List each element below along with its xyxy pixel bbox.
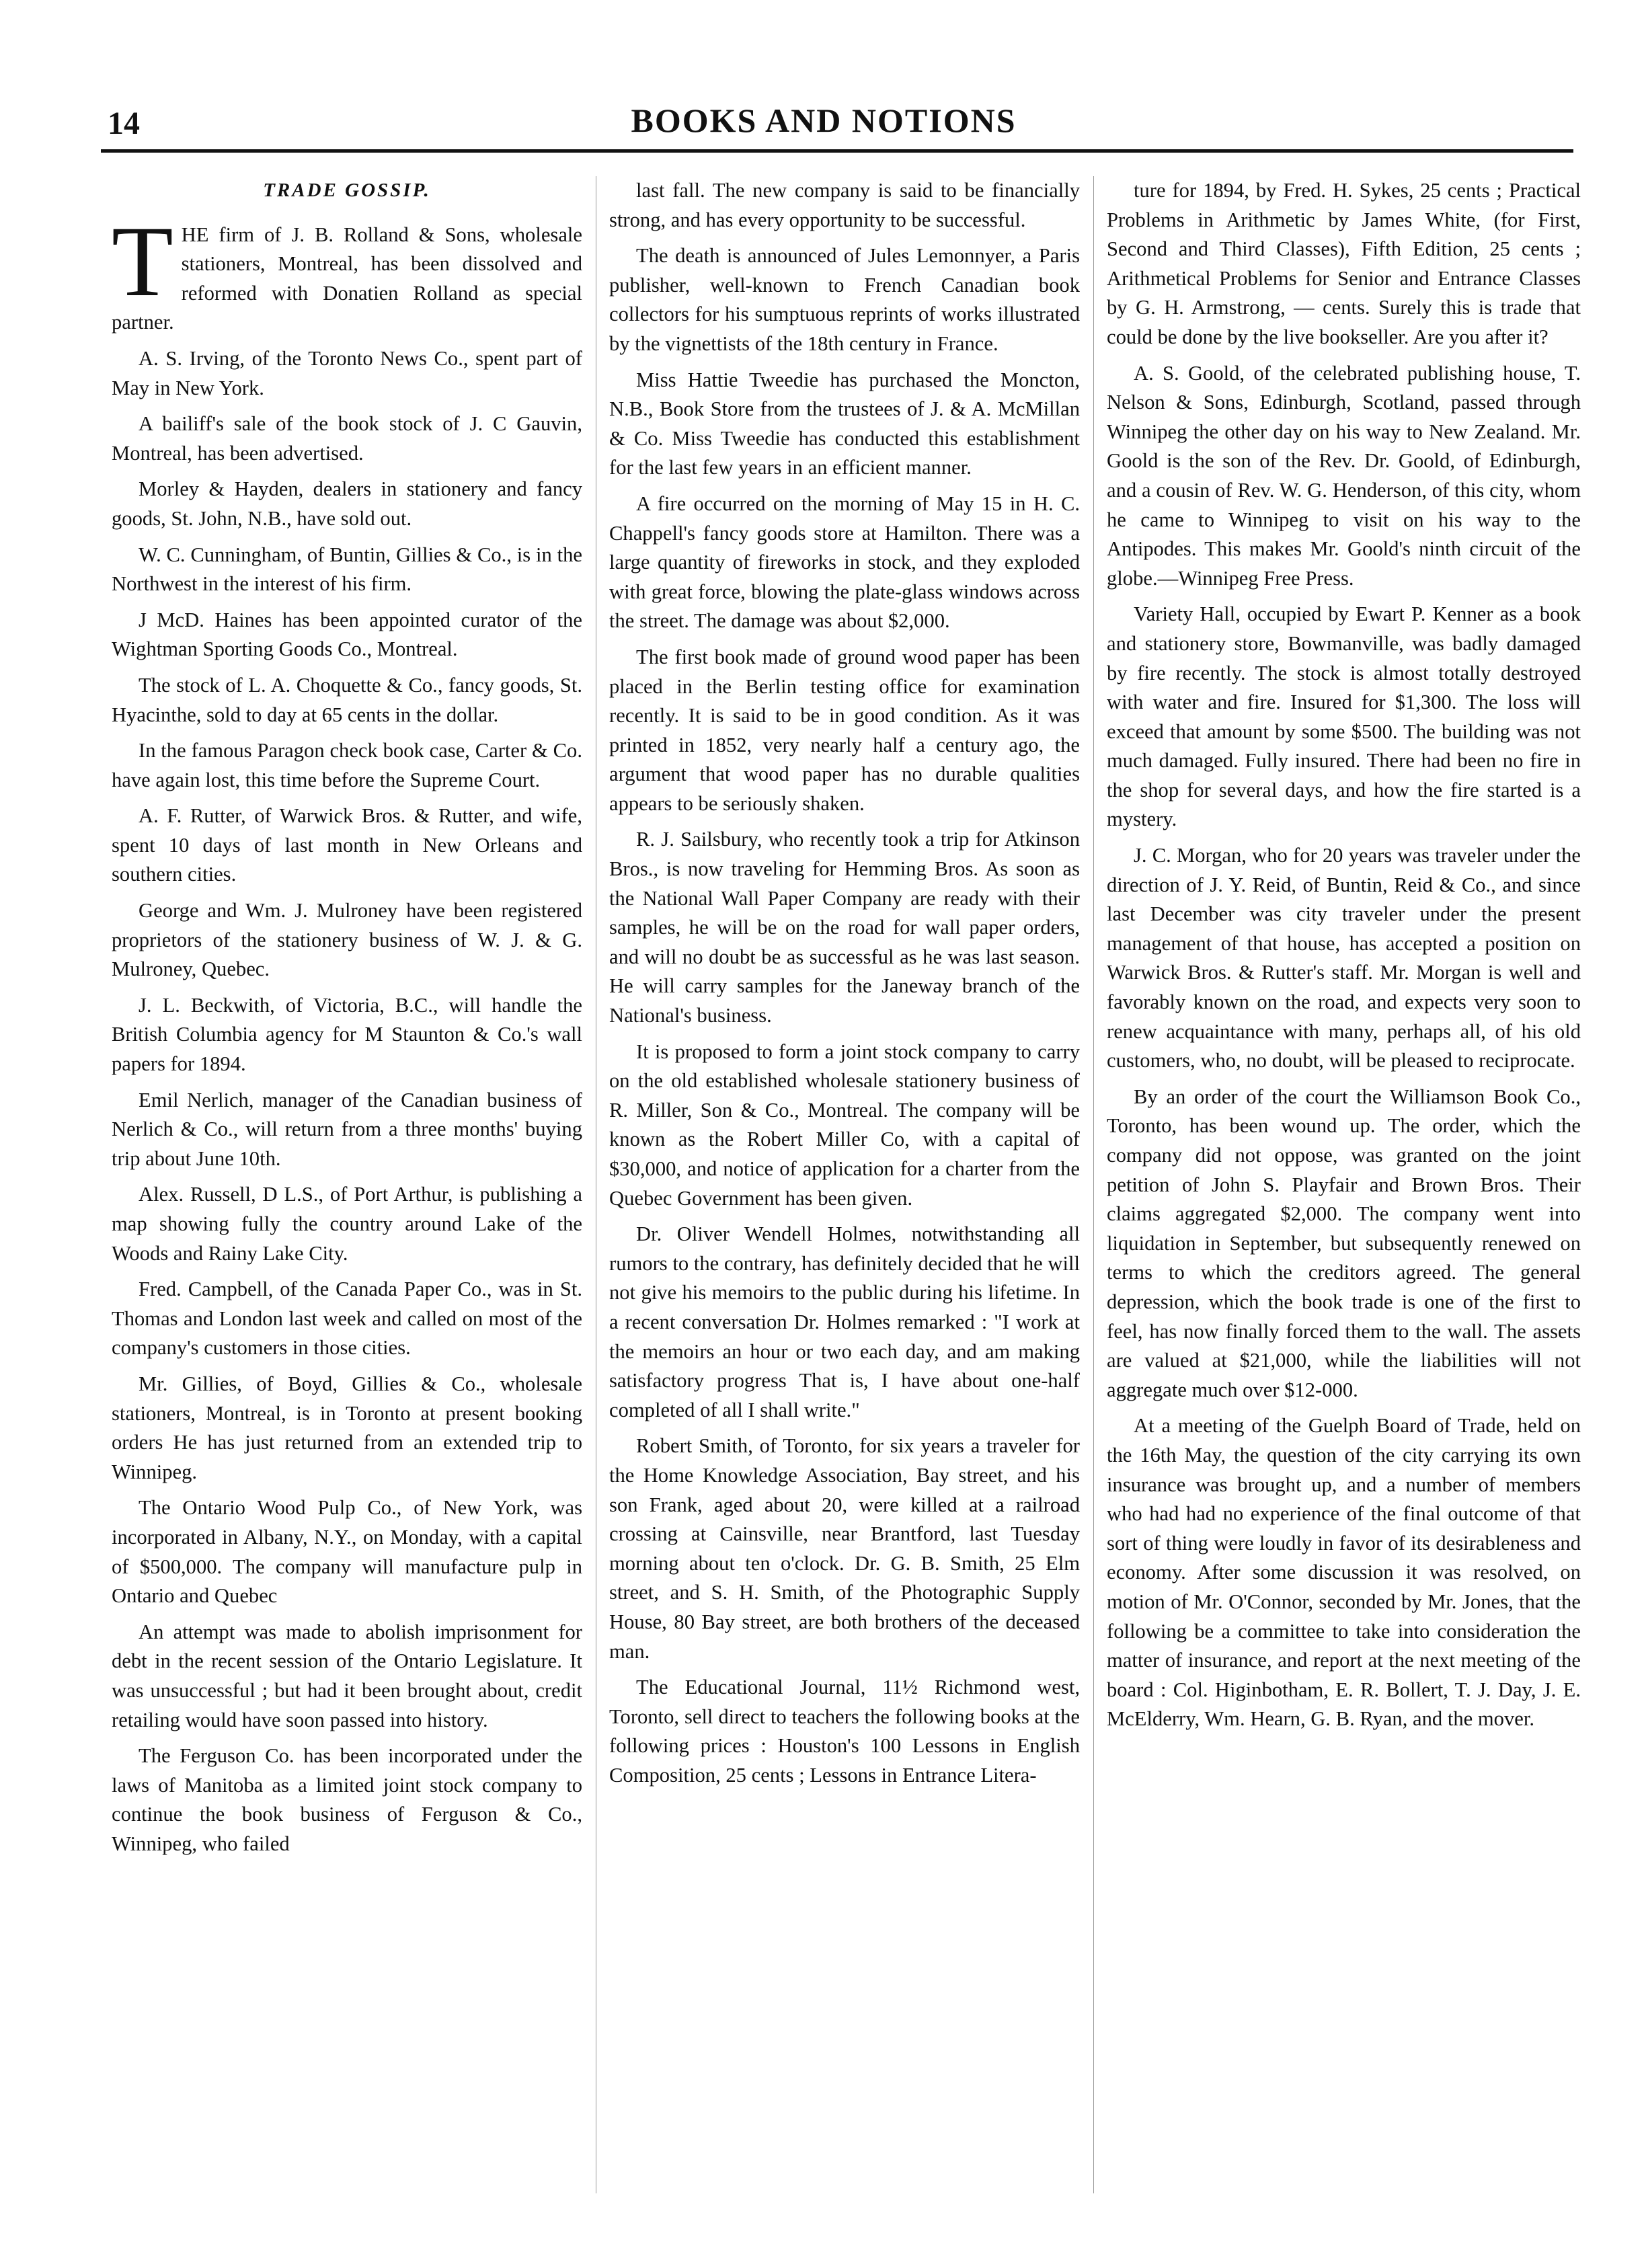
article-paragraph: ture for 1894, by Fred. H. Sykes, 25 cents ; Practical Problems in Arithmetic by James White, (for First, Second and Third Classes), Fifth Edition, 25 cents ; Arithmetical Problems for Senior and Entrance Classes by G. H. Armstrong, — cents. Surely this is trade that could be done by the live bookseller. Are you after it? (1107, 179, 1581, 348)
header-rule (101, 149, 1573, 153)
column-divider (1093, 176, 1094, 2193)
article-paragraph: The death is announced of Jules Lemonnyer, a Paris publisher, well-known to French Canadian book collectors for his sumptuous reprints of works illustrated by the vignettists of the 18th century in France. (609, 244, 1080, 355)
lead-text: HE firm of J. B. Rolland & Sons, wholesale stationers, Montreal, has been dissolved and reformed with Donatien Rolland as special partner. (112, 223, 582, 334)
section-title: TRADE GOSSIP. (263, 180, 431, 201)
article-paragraph: Emil Nerlich, manager of the Canadian business of Nerlich & Co., will return from a three months' buying trip about June 10th. (112, 1088, 582, 1170)
article-paragraph: J. L. Beckwith, of Victoria, B.C., will handle the British Columbia agency for M Staunton & Co.'s wall papers for 1894. (112, 993, 582, 1076)
article-paragraph: A bailiff's sale of the book stock of J. C Gauvin, Montreal, has been advertised. (112, 412, 582, 465)
article-paragraph: George and Wm. J. Mulroney have been registered proprietors of the stationery business of W. J. & G. Mulroney, Quebec. (112, 899, 582, 981)
column-3 (1107, 176, 1581, 2200)
article-paragraph: A. S. Irving, of the Toronto News Co., spent part of May in New York. (112, 346, 582, 399)
article-paragraph: J McD. Haines has been appointed curator of the Wightman Sporting Goods Co., Montreal. (112, 608, 582, 661)
article-paragraph: At a meeting of the Guelph Board of Trade, held on the 16th May, the question of the city carrying its own insurance was brought up, and a number of members who had had no experience of the final outcome of that sort of thing were loudly in favor of its desirableness and economy. After some discussion it was resolved, on motion of Mr. O'Connor, seconded by Mr. Jones, that the following be a committee to take into consideration the matter of insurance, and report at the next meeting of the board : Col. Higinbotham, E. R. Bollert, T. J. Day, J. E. McElderry, Wm. Hearn, G. B. Ryan, and the mover. (1107, 1414, 1581, 1731)
article-paragraph: The Ferguson Co. has been incorporated under the laws of Manitoba as a limited joint stock company to continue the book business of Ferguson & Co., Winnipeg, who failed (112, 1744, 582, 1855)
article-paragraph: Morley & Hayden, dealers in stationery and fancy goods, St. John, N.B., have sold out. (112, 477, 582, 530)
article-paragraph: Dr. Oliver Wendell Holmes, notwithstanding all rumors to the contrary, has definitely decided that he will not give his memoirs to the public during his lifetime. In a recent conversation Dr. Holmes remarked : "I work at the memoirs an hour or two each day, and am making satisfactory progress That is, I have about one-half completed of all I shall write." (609, 1222, 1080, 1421)
article-paragraph: A. S. Goold, of the celebrated publishing house, T. Nelson & Sons, Edinburgh, Scotland, passed through Winnipeg the other day on his way to New Zealand. Mr. Goold is the son of the Rev. Dr. Goold, of Edinburgh, and a cousin of Rev. W. G. Henderson, of this city, whom he came to Winnipeg to visit on his way to the Antipodes. This makes Mr. Goold's ninth circuit of the globe.—Winnipeg Free Press. (1107, 361, 1581, 590)
article-paragraph: Fred. Campbell, of the Canada Paper Co., was in St. Thomas and London last week and called on most of the company's customers in those cities. (112, 1278, 582, 1360)
page-number: 14 (108, 106, 140, 141)
article-paragraph: An attempt was made to abolish imprisonment for debt in the recent session of the Ontario Legislature. It was unsuccessful ; but had it been brought about, credit retailing would have soon passed into history. (112, 1620, 582, 1731)
article-paragraph: It is proposed to form a joint stock company to carry on the old established wholesale stationery business of R. Miller, Son & Co., Montreal. The company will be known as the Robert Miller Co, with a capital of $30,000, and notice of application for a charter from the Quebec Government has been given. (609, 1040, 1080, 1210)
article-paragraph: A fire occurred on the morning of May 15 in H. C. Chappell's fancy goods store at Hamilton. There was a large quantity of fireworks in stock, and they exploded with great force, blowing the plate-glass windows across the street. The damage was about $2,000. (609, 492, 1080, 633)
article-paragraph: last fall. The new company is said to be financially strong, and has every opportunity to be successful. (609, 179, 1080, 231)
article-paragraph: By an order of the court the Williamson Book Co., Toronto, has been wound up. The order, which the company did not oppose, was granted on the joint petition of John S. Playfair and Brown Bros. Their claims aggregated $2,000. The company went into liquidation in September, but subsequently renewed on terms to which the creditors agreed. The general depression, which the book trade is one of the first to feel, has now finally forced them to the wall. The assets are valued at $21,000, while the liabilities will not aggregate much over $12-000. (1107, 1085, 1581, 1401)
article-paragraph: Miss Hattie Tweedie has purchased the Moncton, N.B., Book Store from the trustees of J. & A. McMillan & Co. Miss Tweedie has conducted this establishment for the last few years in an efficient manner. (609, 368, 1080, 479)
drop-cap: T (112, 205, 173, 317)
article-paragraph: R. J. Sailsbury, who recently took a trip for Atkinson Bros., is now traveling for Hemming Bros. As soon as the National Wall Paper Company are ready with their samples, he will be on the road for wall paper orders, and will no doubt be as successful as he was last season. He will carry samples for the Janeway branch of the National's business. (609, 828, 1080, 1027)
lead-paragraph (112, 205, 582, 338)
article-paragraph: W. C. Cunningham, of Buntin, Gillies & Co., is in the Northwest in the interest of his firm. (112, 543, 582, 596)
column-2 (609, 176, 1080, 2200)
article-paragraph: Variety Hall, occupied by Ewart P. Kenner as a book and stationery store, Bowmanville, was badly damaged by fire recently. The stock is almost totally destroyed with water and fire. Insured for $1,300. The loss will exceed that amount by some $500. The building was not much damaged. Fully insured. There had been no fire in the shop for several days, and how the fire started is a mystery. (1107, 602, 1581, 831)
article-paragraph: The stock of L. A. Choquette & Co., fancy goods, St. Hyacinthe, sold to day at 65 cents in the dollar. (112, 673, 582, 726)
article-paragraph: J. C. Morgan, who for 20 years was traveler under the direction of J. Y. Reid, of Buntin, Reid & Co., and since last December was city traveler under the present management of that house, has accepted a position on Warwick Bros. & Rutter's staff. Mr. Morgan is well and favorably known on the road, and expects very soon to renew acquaintance with many, perhaps all, of his old customers, who, no doubt, will be pleased to reciprocate. (1107, 844, 1581, 1072)
page-header (101, 101, 1546, 155)
column-1-body (112, 344, 582, 1859)
article-paragraph: Mr. Gillies, of Boyd, Gillies & Co., wholesale stationers, Montreal, is in Toronto at present booking orders He has just returned from an extended trip to Winnipeg. (112, 1372, 582, 1483)
column-2-body (609, 176, 1080, 1790)
page-title: BOOKS AND NOTIONS (631, 102, 1017, 139)
article-paragraph: The first book made of ground wood paper has been placed in the Berlin testing office for examination recently. It is said to be in good condition. As it was printed in 1852, very nearly half a century ago, the argument that wood paper has no durable qualities appears to be seriously shaken. (609, 645, 1080, 815)
article-paragraph: A. F. Rutter, of Warwick Bros. & Rutter, and wife, spent 10 days of last month in New Orleans and southern cities. (112, 804, 582, 886)
article-paragraph: The Ontario Wood Pulp Co., of New York, was incorporated in Albany, N.Y., on Monday, with a capital of $500,000. The company will manufacture pulp in Ontario and Quebec (112, 1496, 582, 1608)
article-paragraph: The Educational Journal, 11½ Richmond west, Toronto, sell direct to teachers the following books at the following prices : Houston's 100 Lessons in English Composition, 25 cents ; Lessons in Entrance Litera- (609, 1676, 1080, 1787)
column-1 (112, 176, 582, 2200)
article-paragraph: Alex. Russell, D L.S., of Port Arthur, is publishing a map showing fully the country around Lake of the Woods and Rainy Lake City. (112, 1183, 582, 1265)
article-paragraph: In the famous Paragon check book case, Carter & Co. have again lost, this time before the Supreme Court. (112, 739, 582, 791)
article-paragraph: Robert Smith, of Toronto, for six years a traveler for the Home Knowledge Association, Bay street, and his son Frank, aged about 20, were killed at a railroad crossing at Cainsville, near Brantford, last Tuesday morning about ten o'clock. Dr. G. B. Smith, 25 Elm street, and S. H. Smith, of the Photographic Supply House, 80 Bay street, are both brothers of the deceased man. (609, 1434, 1080, 1663)
column-3-body (1107, 176, 1581, 1734)
